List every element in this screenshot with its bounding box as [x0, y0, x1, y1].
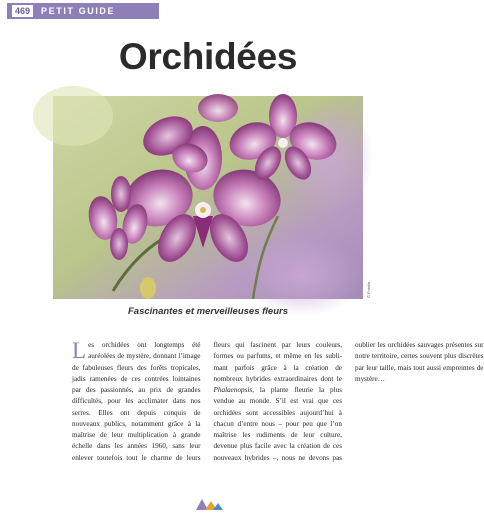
series-name: PETIT GUIDE — [41, 6, 116, 16]
page-title: Orchidées — [118, 36, 298, 77]
series-number: 469 — [12, 5, 33, 17]
drop-cap: L — [72, 338, 87, 363]
body-paragraph — [72, 340, 484, 468]
body-text-italic: Phalaenopsis — [213, 386, 253, 394]
series-band — [7, 3, 159, 19]
photo-caption: Fascinantes et merveilleuses fleurs — [128, 306, 288, 317]
aedis-logo — [194, 496, 224, 512]
body-text-part-2: , la plante fleurie la plus vendue au monde. S’il est vrai que ces orchidées sont accessibles aujourd’hui à chacun d’entre nous – pour peu que l’on maîtrise les rudiments de leur culture, devenue plus facile avec la création de ces nouveaux hybrides –, nous ne devons pas oublier les orchidées sauvages présentes sur notre territoire, certes souvent plus discrètes par leur taille, mais tout aussi empreintes de mystère… — [213, 341, 484, 462]
body-text-part-1: es orchidées ont longtemps été auréolées de mystère, donnant l’image de fabuleuses fleurs des forêts tropicales, jadis ramenées de ces contrées lointaines par des passionnés, au prix de grandes difficultés, pour les acclimater dans nos serres. Elles ont depuis conquis de nouveaux publics, notamment grâce à la maîtrise de leur multiplication à grande échelle dans les années 1960, sans leur enlever toutefois tout le charme de leurs fleurs qui fascinent par leurs couleurs, formes ou parfums, et même en les subli-mant parfois grâce à la création de nombreux hybrides extraordinaires dont le — [72, 341, 342, 462]
publisher-logo — [194, 496, 224, 512]
cover-photo — [53, 96, 363, 299]
orchid-illustration — [53, 96, 363, 299]
photo-credit: © Fotolia — [366, 281, 371, 298]
body-text — [72, 338, 484, 468]
